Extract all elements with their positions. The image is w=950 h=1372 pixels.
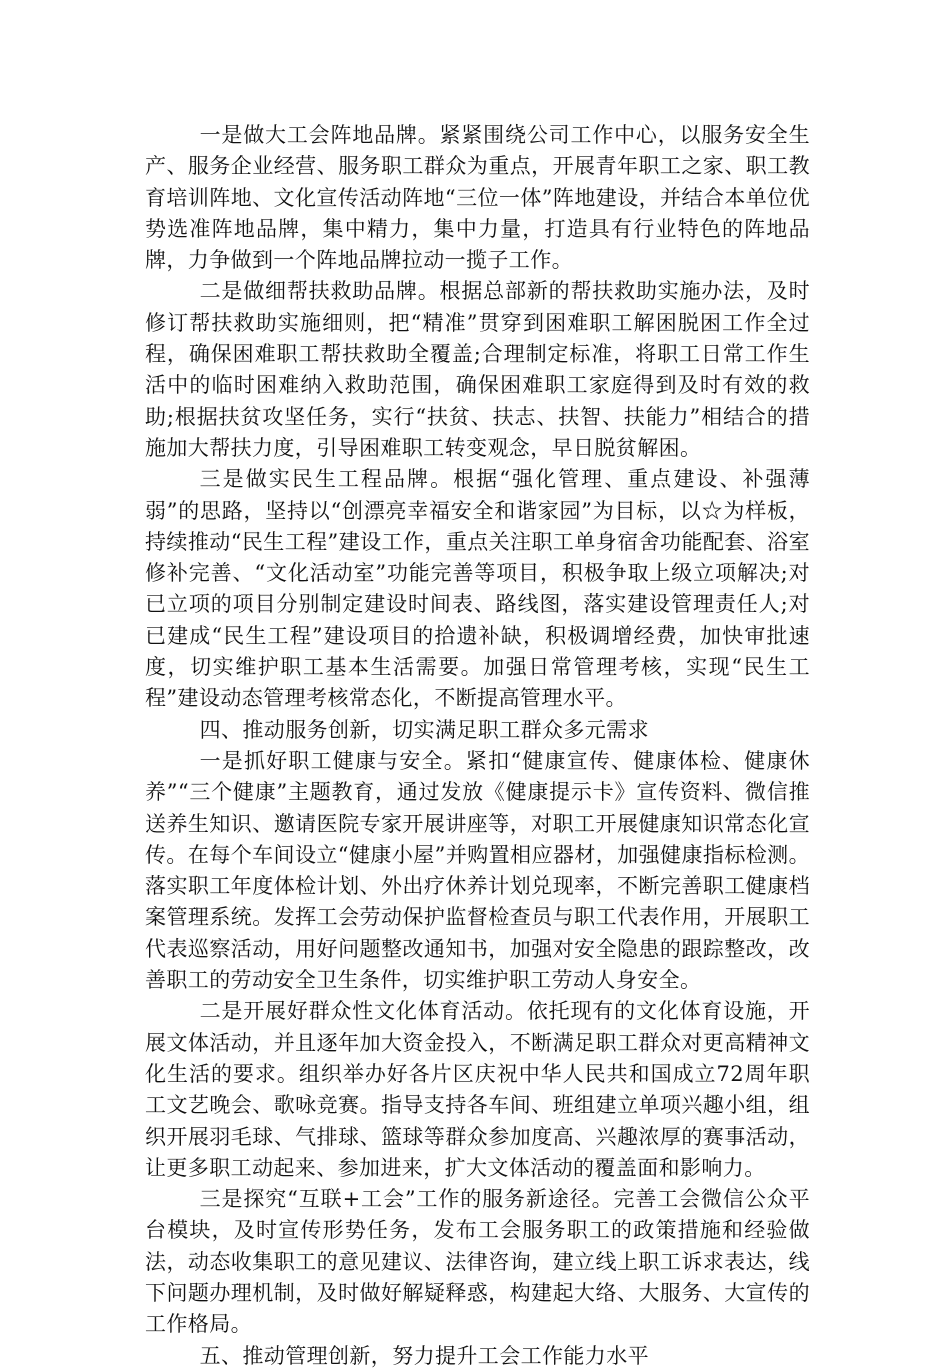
paragraph-workplace-brand: 一是做大工会阵地品牌。紧紧围绕公司工作中心，以服务安全生产、服务企业经营、服务职工群众为重点，开展青年职工之家、职工教育培训阵地、文化宣传活动阵地“三位一体”阵地建设，并结合本单位优势选准阵地品牌，集中精力，集中力量，打造具有行业特色的阵地品牌，力争做到一个阵地品牌拉动一揽子工作。 [145, 123, 810, 273]
paragraph-assistance-brand: 二是做细帮扶救助品牌。根据总部新的帮扶救助实施办法，及时修订帮扶救助实施细则，把“精准”贯穿到困难职工解困脱困工作全过程，确保困难职工帮扶救助全覆盖;合理制定标准，将职工日常工作生活中的临时困难纳入救助范围，确保困难职工家庭得到及时有效的救助;根据扶贫攻坚任务，实行“扶贫、扶志、扶智、扶能力”相结合的措施加大帮扶力度，引导困难职工转变观念，早日脱贫解困。 [145, 279, 810, 460]
paragraph-culture-sports: 二是开展好群众性文化体育活动。依托现有的文化体育设施，开展文体活动，并且逐年加大资金投入，不断满足职工群众对更高精神文化生活的要求。组织举办好各片区庆祝中华人民共和国成立72周年职工文艺晚会、歌咏竞赛。指导支持各车间、班组建立单项兴趣小组，组织开展羽毛球、气排球、篮球等群众参加度高、兴趣浓厚的赛事活动，让更多职工动起来、参加进来，扩大文体活动的覆盖面和影响力。 [145, 999, 810, 1180]
document-body [145, 120, 810, 1372]
paragraph-health-safety: 一是抓好职工健康与安全。紧扣“健康宣传、健康体检、健康休养”“三个健康”主题教育，通过发放《健康提示卡》宣传资料、微信推送养生知识、邀请医院专家开展讲座等，对职工开展健康知识常态化宣传。在每个车间设立“健康小屋”并购置相应器材，加强健康指标检测。落实职工年度体检计划、外出疗休养计划兑现率，不断完善职工健康档案管理系统。发挥工会劳动保护监督检查员与职工代表作用，开展职工代表巡察活动，用好问题整改通知书，加强对安全隐患的跟踪整改，改善职工的劳动安全卫生条件，切实维护职工劳动人身安全。 [145, 748, 810, 993]
paragraph-livelihood-brand: 三是做实民生工程品牌。根据“强化管理、重点建设、补强薄弱”的思路，坚持以“创漂亮幸福安全和谐家园”为目标，以☆为样板，持续推动“民生工程”建设工作，重点关注职工单身宿舍功能配套、浴室修补完善、“文化活动室”功能完善等项目，积极争取上级立项解决;对已立项的项目分别制定建设时间表、路线图，落实建设管理责任人;对已建成“民生工程”建设项目的拾遗补缺，积极调增经费，加快审批速度，切实维护职工基本生活需要。加强日常管理考核，实现“民生工程”建设动态管理考核常态化，不断提高管理水平。 [145, 467, 810, 711]
paragraph-internet-union: 三是探究“互联+工会”工作的服务新途径。完善工会微信公众平台模块，及时宣传形势任务，发布工会服务职工的政策措施和经验做法，动态收集职工的意见建议、法律咨询，建立线上职工诉求表达，线下问题办理机制，及时做好解疑释惑，构建起大络、大服务、大宣传的工作格局。 [145, 1187, 810, 1337]
section-heading-service-innovation: 四、推动服务创新，切实满足职工群众多元需求 [199, 717, 649, 742]
section-heading-management-innovation: 五、推动管理创新，努力提升工会工作能力水平 [199, 1343, 649, 1368]
